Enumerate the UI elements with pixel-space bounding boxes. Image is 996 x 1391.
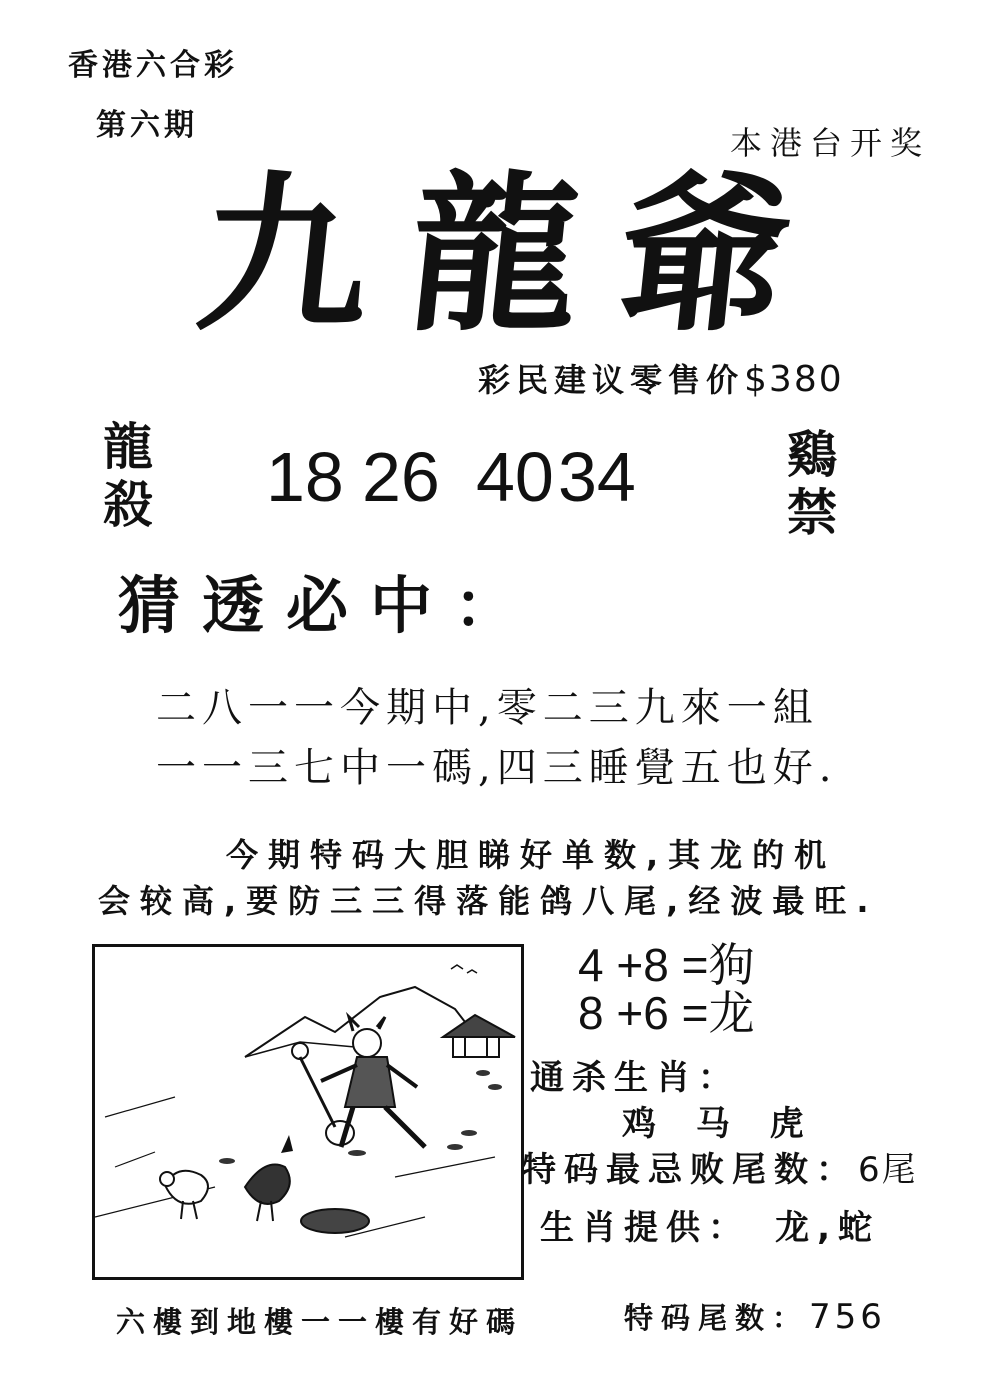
avoid-tail-label: 特码最忌败尾数：	[522, 1150, 858, 1190]
poem-line-2: 一一三七中一碼,四三睡覺五也好.	[156, 745, 838, 791]
zodiac-kill-values: 鸡 马 虎	[622, 1104, 818, 1144]
right-vertical-label: 鷄禁	[787, 425, 837, 542]
issue-number: 第六期	[96, 108, 198, 143]
guess-heading: 猜透必中：	[118, 569, 539, 642]
zodiac-provide-value: 龙,蛇	[775, 1208, 881, 1248]
paragraph-line-2: 会较高,要防三三得落能鸽八尾,经波最旺.	[98, 882, 879, 920]
illustration-frame	[92, 944, 524, 1280]
poem-line-1: 二八一一今期中,零二三九來一組	[156, 685, 819, 731]
price-label: 彩民建议零售价	[478, 361, 745, 399]
zodiac-provide-label: 生肖提供：	[540, 1208, 750, 1248]
price-amount: $380	[744, 359, 844, 400]
paragraph-line-1: 今期特码大胆睇好单数,其龙的机	[226, 836, 837, 874]
left-vertical-label: 龍殺	[103, 417, 153, 534]
page-title: 九龍爺	[189, 155, 841, 355]
footer-left: 六樓到地樓一一樓有好碼	[116, 1305, 524, 1339]
footer-tail-label: 特码尾数：	[624, 1301, 810, 1335]
zodiac-provide-line	[540, 1200, 880, 1249]
footer-tail-value: 756	[809, 1297, 886, 1337]
avoid-tail-value: 6尾	[858, 1150, 918, 1190]
number-2: 26	[362, 438, 440, 516]
lottery-name: 香港六合彩	[68, 48, 238, 83]
price-line	[478, 355, 844, 401]
farmer-chickens-illustration	[95, 947, 521, 1277]
zodiac-kill-label: 通杀生肖：	[530, 1058, 740, 1098]
equation-1: 4 +8 =狗	[578, 939, 755, 991]
footer-right	[624, 1296, 886, 1337]
number-4: 34	[558, 438, 636, 516]
draw-note: 本港台开奖	[730, 124, 931, 162]
avoid-tail-line	[522, 1142, 918, 1191]
equation-2: 8 +6 =龙	[578, 987, 755, 1039]
number-1: 18	[266, 438, 344, 516]
number-3: 40	[476, 438, 554, 516]
